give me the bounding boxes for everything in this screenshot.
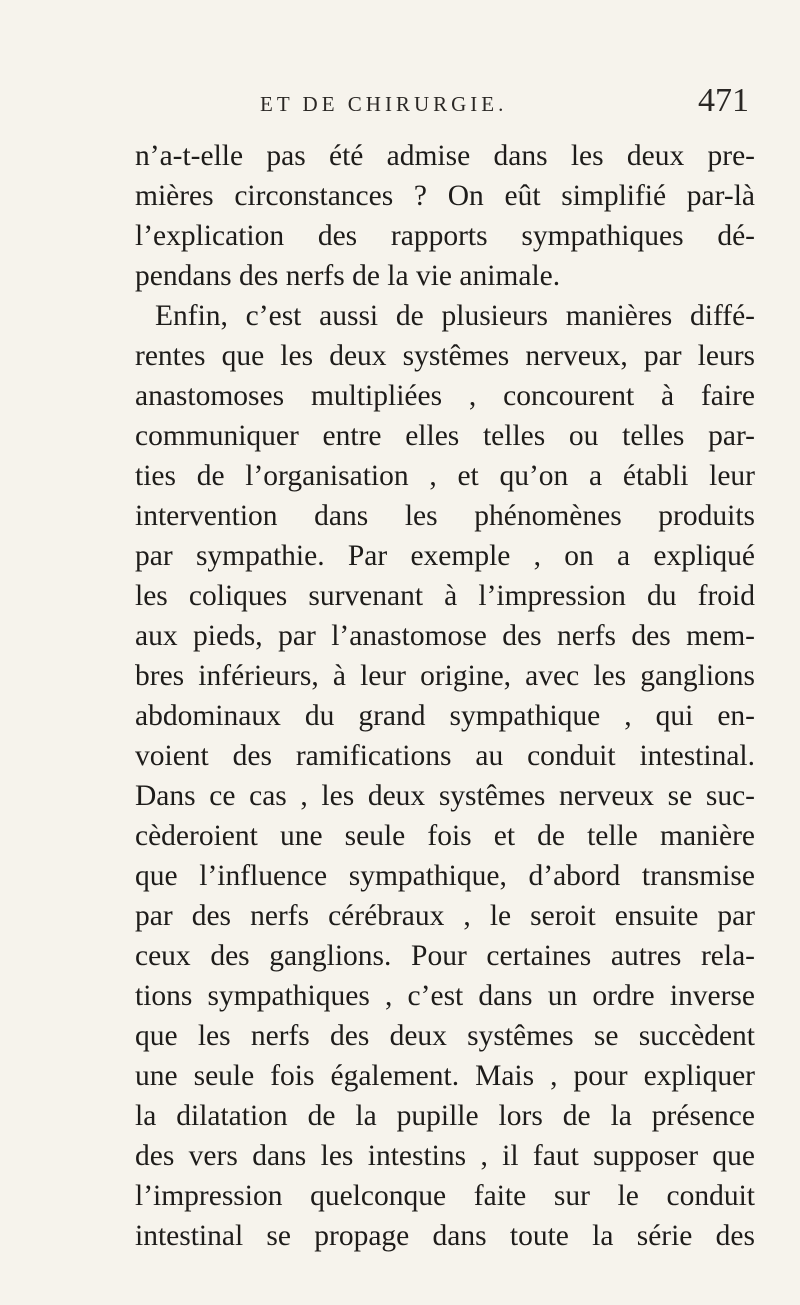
text-line: communiquer entre elles telles ou telles par- bbox=[135, 420, 755, 452]
text-line: Dans ce cas , les deux systêmes nerveux se suc- bbox=[135, 780, 755, 812]
text-line: ceux des ganglions. Pour certaines autres rela- bbox=[135, 940, 755, 972]
text-line: abdominaux du grand sympathique , qui en- bbox=[135, 700, 755, 732]
running-title: ET DE CHIRURGIE. bbox=[260, 92, 508, 116]
text-line: Enfin, c’est aussi de plusieurs manières diffé- bbox=[155, 300, 755, 332]
text-line: par des nerfs cérébraux , le seroit ensuite par bbox=[135, 900, 755, 932]
text-line: pendans des nerfs de la vie animale. bbox=[135, 260, 561, 292]
text-line: aux pieds, par l’anastomose des nerfs des mem- bbox=[135, 620, 755, 652]
text-line: l’impression quelconque faite sur le conduit bbox=[135, 1180, 755, 1212]
body-text bbox=[135, 136, 755, 1256]
text-line: par sympathie. Par exemple , on a expliqué bbox=[135, 540, 755, 572]
text-line: voient des ramifications au conduit intestinal. bbox=[135, 740, 755, 772]
text-line: n’a-t-elle pas été admise dans les deux pre- bbox=[135, 140, 755, 172]
text-line: la dilatation de la pupille lors de la présence bbox=[135, 1100, 755, 1132]
text-line: bres inférieurs, à leur origine, avec les ganglions bbox=[135, 660, 755, 692]
text-line: anastomoses multipliées , concourent à faire bbox=[135, 380, 755, 412]
text-line: cèderoient une seule fois et de telle manière bbox=[135, 820, 755, 852]
page-number: 471 bbox=[698, 82, 749, 119]
text-line: rentes que les deux systêmes nerveux, par leurs bbox=[135, 340, 755, 372]
text-line: ties de l’organisation , et qu’on a établi leur bbox=[135, 460, 755, 492]
text-line: les coliques survenant à l’impression du froid bbox=[135, 580, 755, 612]
text-line: mières circonstances ? On eût simplifié par-là bbox=[135, 180, 755, 212]
text-line: une seule fois également. Mais , pour expliquer bbox=[135, 1060, 755, 1092]
text-line: intestinal se propage dans toute la série des bbox=[135, 1220, 755, 1252]
text-line: tions sympathiques , c’est dans un ordre inverse bbox=[135, 980, 755, 1012]
text-line: des vers dans les intestins , il faut supposer que bbox=[135, 1140, 755, 1172]
text-line: que les nerfs des deux systêmes se succèdent bbox=[135, 1020, 755, 1052]
text-line: l’explication des rapports sympathiques dé- bbox=[135, 220, 755, 252]
text-line: que l’influence sympathique, d’abord transmise bbox=[135, 860, 755, 892]
running-head bbox=[130, 82, 770, 122]
text-line: intervention dans les phénomènes produits bbox=[135, 500, 755, 532]
